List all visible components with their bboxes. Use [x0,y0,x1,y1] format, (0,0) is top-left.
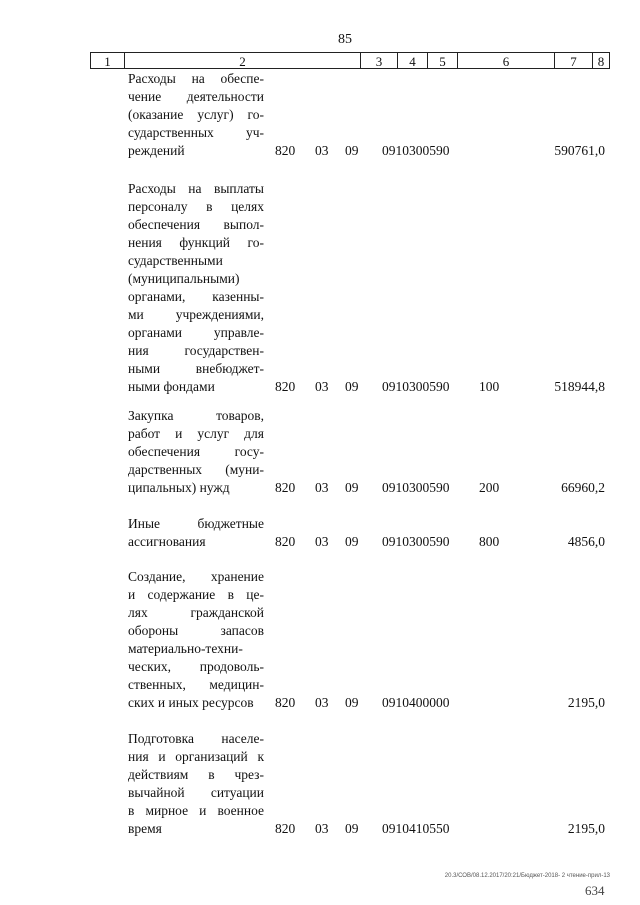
footer-page-number: 634 [585,883,605,898]
description-line: ципальных) нужд [128,480,230,495]
cell-c8: 590761,0 [554,143,605,158]
column-header-2: 2 [125,53,361,68]
description-line: ния государствен- [128,343,264,358]
description-line: Иные бюджетные [128,516,264,531]
description-line: реждений [128,143,185,158]
cell-c6: 0910300590 [382,143,450,158]
cell-c5: 09 [345,695,359,710]
cell-c4: 03 [315,821,329,836]
description-line: ми учреждениями, [128,307,264,322]
row-description [128,568,264,712]
description-line: органами управле- [128,325,264,340]
cell-c3: 820 [275,379,296,394]
row-description [128,180,264,396]
description-line: сударственными [128,253,223,268]
cell-c5: 09 [345,821,359,836]
cell-c3: 820 [275,143,296,158]
footer-note: 20.3/СОВ/08.12.2017/20:21/Бюджет-2018- 2 чтение-прил-13 [444,873,610,879]
description-line: ассигнования [128,534,206,549]
description-line: в мирное и военное [128,803,264,818]
description-line: работ и услуг для [128,426,264,441]
cell-c4: 03 [315,143,329,158]
description-line: органами, казенны- [128,289,264,304]
cell-c8: 518944,8 [554,379,605,394]
row-description [128,730,264,838]
cell-c7: 200 [479,480,500,495]
cell-c5: 09 [345,480,359,495]
cell-c8: 4856,0 [567,534,605,549]
description-line: персоналу в целях [128,199,264,214]
description-line: ными фондами [128,379,215,394]
cell-c6: 0910300590 [382,379,450,394]
description-line: обеспечения выпол- [128,217,264,232]
description-line: Расходы на обеспе- [128,71,264,86]
description-line: Подготовка населе- [128,731,264,746]
description-line: и содержание в це- [128,587,264,602]
cell-c4: 03 [315,480,329,495]
cell-c8: 2195,0 [567,821,605,836]
column-header-1: 1 [91,53,125,68]
description-line: обеспечения госу- [128,444,264,459]
description-line: ственных, медицин- [128,677,264,692]
description-line: лях гражданской [128,605,264,620]
cell-c4: 03 [315,534,329,549]
row-description [128,70,264,160]
column-header-3: 3 [361,53,398,68]
description-line: ными внебюджет- [128,361,264,376]
cell-c3: 820 [275,821,296,836]
description-line: действиям в чрез- [128,767,264,782]
description-line: сударственных уч- [128,125,264,140]
description-line: материально-техни- [128,641,243,656]
cell-c4: 03 [315,695,329,710]
column-header-8: 8 [597,54,605,69]
row-description [128,515,264,551]
description-line: (муниципальными) [128,271,240,286]
description-line: чение деятельности [128,89,264,104]
description-line: Закупка товаров, [128,408,264,423]
description-line: Расходы на выплаты [128,181,264,196]
description-line: нения функций го- [128,235,264,250]
cell-c6: 0910400000 [382,695,450,710]
cell-c3: 820 [275,480,296,495]
cell-c3: 820 [275,534,296,549]
description-line: обороны запасов [128,623,264,638]
cell-c7: 100 [479,379,500,394]
column-header-7: 7 [555,53,593,68]
cell-c6: 0910300590 [382,534,450,549]
description-line: ческих, продоволь- [128,659,264,674]
cell-c6: 0910410550 [382,821,450,836]
description-line: вычайной ситуации [128,785,264,800]
cell-c7: 800 [479,534,500,549]
column-header-5: 5 [428,53,458,68]
cell-c5: 09 [345,379,359,394]
cell-c8: 2195,0 [567,695,605,710]
cell-c3: 820 [275,695,296,710]
column-header-table [90,52,610,69]
cell-c5: 09 [345,534,359,549]
description-line: ских и иных ресурсов [128,695,254,710]
page-number: 85 [338,32,352,47]
description-line: Создание, хранение [128,569,264,584]
cell-c4: 03 [315,379,329,394]
row-description [128,407,264,497]
description-line: (оказание услуг) го- [128,107,264,122]
cell-c6: 0910300590 [382,480,450,495]
description-line: время [128,821,162,836]
column-header-6: 6 [458,53,555,68]
cell-c8: 66960,2 [561,480,605,495]
column-header-4: 4 [398,53,428,68]
description-line: дарственных (муни- [128,462,264,477]
description-line: ния и организаций к [128,749,264,764]
cell-c5: 09 [345,143,359,158]
